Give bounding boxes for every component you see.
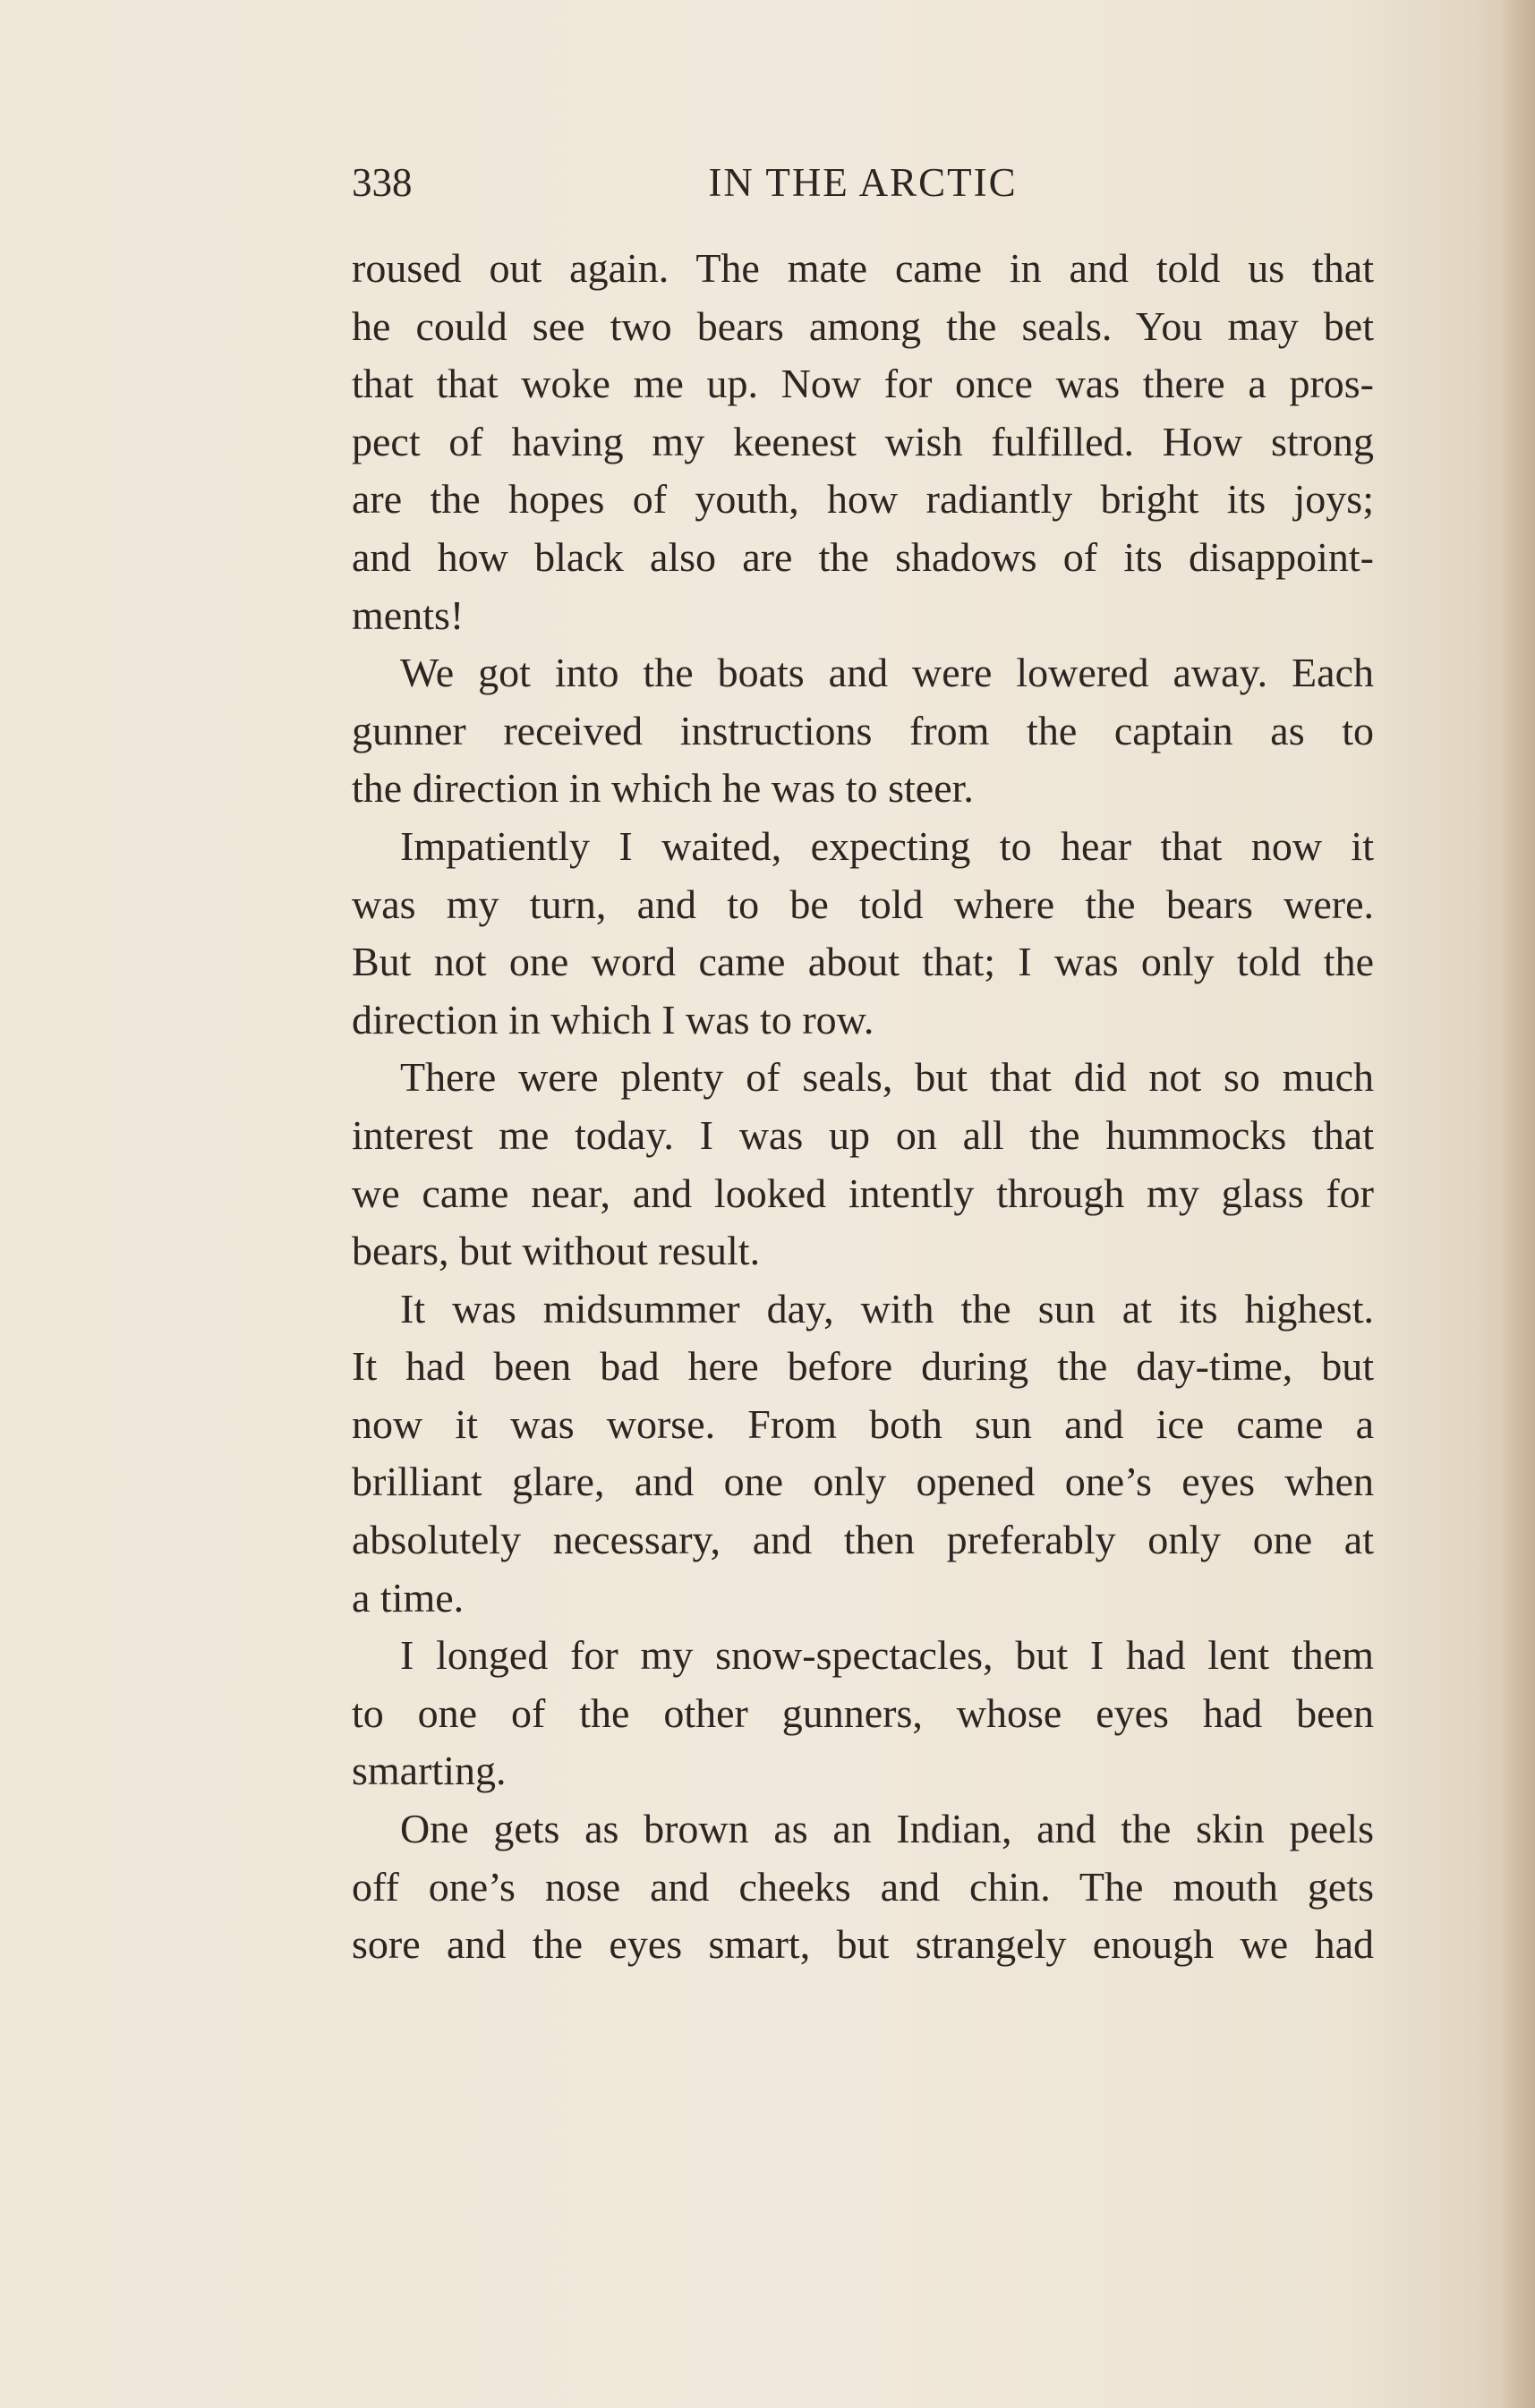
text-line: sore and the eyes smart, but strangely enough we had bbox=[352, 1921, 1374, 1968]
text-line: interest me today. I was up on all the hummocks that bbox=[352, 1111, 1374, 1158]
text-line: I longed for my snow-spectacles, but I had lent them bbox=[400, 1632, 1374, 1679]
text-line: bears, but without result. bbox=[352, 1228, 761, 1274]
text-line: Impatiently I waited, expecting to hear that now it bbox=[400, 822, 1374, 869]
text-line: a time. bbox=[352, 1574, 465, 1621]
page-edge-shadow bbox=[1501, 0, 1535, 2408]
text-line: It was midsummer day, with the sun at its highest. bbox=[400, 1285, 1374, 1332]
text-line: We got into the boats and were lowered away. Each bbox=[400, 650, 1374, 696]
text-line: off one’s nose and cheeks and chin. The mouth gets bbox=[352, 1863, 1374, 1910]
text-line: gunner received instructions from the captain as to bbox=[352, 707, 1374, 753]
text-line: But not one word came about that; I was only told the bbox=[352, 939, 1374, 985]
text-line: roused out again. The mate came in and told us that bbox=[352, 245, 1374, 291]
text-line: and how black also are the shadows of its disappoint- bbox=[352, 533, 1374, 580]
text-line: One gets as brown as an Indian, and the skin peels bbox=[400, 1806, 1374, 1852]
text-line: There were plenty of seals, but that did not so much bbox=[400, 1054, 1374, 1101]
text-line: now it was worse. From both sun and ice came a bbox=[352, 1400, 1374, 1447]
text-line: that that woke me up. Now for once was there a pros- bbox=[352, 361, 1374, 407]
text-line: pect of having my keenest wish fulfilled. How strong bbox=[352, 418, 1374, 464]
text-line: he could see two bears among the seals. You may bet bbox=[352, 302, 1374, 349]
text-line: we came near, and looked intently through my glass for bbox=[352, 1170, 1374, 1216]
text-line: ments! bbox=[352, 591, 465, 638]
text-line: are the hopes of youth, how radiantly bright its joys; bbox=[352, 476, 1374, 523]
text-line: to one of the other gunners, whose eyes had been bbox=[352, 1689, 1374, 1736]
text-line: direction in which I was to row. bbox=[352, 996, 874, 1042]
text-line: smarting. bbox=[352, 1748, 507, 1794]
running-head: IN THE ARCTIC bbox=[708, 160, 1018, 205]
text-line: absolutely necessary, and then preferably only one at bbox=[352, 1517, 1374, 1563]
text-line: the direction in which he was to steer. bbox=[352, 765, 974, 812]
page-header bbox=[352, 159, 1374, 217]
text-line: was my turn, and to be told where the bears were. bbox=[352, 881, 1374, 927]
text-line: It had been bad here before during the day-time, but bbox=[352, 1343, 1374, 1390]
text-line: brilliant glare, and one only opened one’s eyes when bbox=[352, 1459, 1374, 1505]
page-number: 338 bbox=[352, 160, 413, 205]
body-text bbox=[352, 240, 1374, 1974]
